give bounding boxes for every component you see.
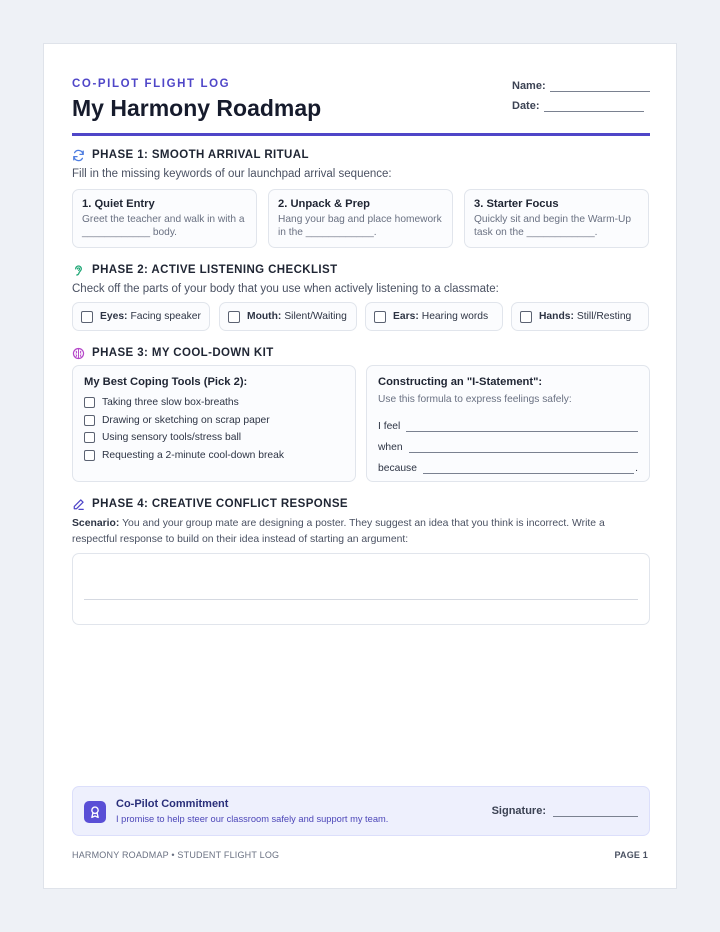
scenario-text [72,516,632,548]
i-statement-subtitle: Use this formula to express feelings safely: [378,394,572,405]
check-text: Hearing words [421,311,489,322]
step-card-2 [268,189,453,248]
checkbox[interactable] [84,450,95,461]
formula-line[interactable] [409,444,638,453]
award-icon [84,801,106,823]
formula-label: I feel [378,421,401,432]
tool-label: Using sensory tools/stress ball [102,432,242,444]
page-number: PAGE 1 [614,850,648,860]
coping-tool-item[interactable] [84,429,344,447]
date-label: Date: [512,100,540,112]
check-label: Hands: [539,311,574,322]
checklist-item-eyes[interactable] [72,302,210,331]
formula-row-because[interactable] [378,453,638,474]
checkbox[interactable] [520,311,532,323]
check-label: Mouth: [247,311,282,322]
coping-tools-card [72,365,356,482]
refresh-icon [72,149,85,162]
step-description[interactable]: Greet the teacher and walk in with a ____________ body. [82,214,245,238]
check-text: Still/Resting [576,311,632,322]
coping-tools-title: My Best Coping Tools (Pick 2): [84,376,248,388]
checkbox[interactable] [81,311,93,323]
phase2-instructions: Check off the parts of your body that you use when actively listening to a classmate: [72,283,499,295]
scenario-body: You and your group mate are designing a poster. They suggest an idea that you think is incorrect. Write a respectful response to build on their idea instead of starting an argument: [72,518,605,545]
check-label: Ears: [393,311,419,322]
phase1-title: PHASE 1: SMOOTH ARRIVAL RITUAL [92,149,309,161]
checkbox[interactable] [84,415,95,426]
header-rule [72,133,650,136]
checkbox[interactable] [228,311,240,323]
step-description[interactable]: Hang your bag and place homework in the ____________. [278,214,442,238]
phase1-instructions: Fill in the missing keywords of our launchpad arrival sequence: [72,168,392,180]
checkbox[interactable] [374,311,386,323]
phase2-title: PHASE 2: ACTIVE LISTENING CHECKLIST [92,264,338,276]
formula-label: because [378,463,417,474]
ear-icon [72,264,85,277]
tool-label: Taking three slow box-breaths [102,397,239,409]
phase1-heading [72,147,309,163]
commitment-text: I promise to help steer our classroom safely and support my team. [116,814,389,824]
i-statement-card [366,365,650,482]
date-line[interactable] [544,101,644,112]
name-date-fields [512,72,650,112]
formula-label: when [378,442,403,453]
tool-label: Drawing or sketching on scrap paper [102,414,270,426]
check-label: Eyes: [100,311,128,322]
phase4-title: PHASE 4: CREATIVE CONFLICT RESPONSE [92,498,348,510]
page-title: My Harmony Roadmap [72,95,322,121]
formula-row-when[interactable] [378,432,638,453]
footer-left: HARMONY ROADMAP • STUDENT FLIGHT LOG [72,850,280,860]
signature-line[interactable] [553,806,638,817]
checkbox[interactable] [84,432,95,443]
coping-tool-item[interactable] [84,447,344,465]
check-text: Facing speaker [130,311,201,322]
signature-field[interactable] [492,805,638,817]
step-card-3 [464,189,649,248]
phase3-title: PHASE 3: MY COOL-DOWN KIT [92,347,274,359]
commitment-title: Co-Pilot Commitment [116,798,229,810]
signature-label: Signature: [491,805,546,817]
formula-row-feel[interactable] [378,411,638,432]
step-title: 3. Starter Focus [474,198,559,210]
name-line[interactable] [550,81,650,92]
tool-label: Requesting a 2-minute cool-down break [102,449,285,461]
header [72,72,650,138]
date-field[interactable] [512,92,650,112]
i-statement-title: Constructing an "I-Statement": [378,376,543,388]
name-field[interactable] [512,72,650,92]
checklist-item-ears[interactable] [365,302,503,331]
phase4-heading [72,496,348,512]
formula-line[interactable] [423,465,634,474]
response-line[interactable] [84,599,638,600]
checkbox[interactable] [84,397,95,408]
pen-icon [72,498,85,511]
brain-icon [72,347,85,360]
checklist-item-mouth[interactable] [219,302,357,331]
step-title: 1. Quiet Entry [82,198,155,210]
scenario-label: Scenario: [72,518,120,529]
checklist-item-hands[interactable] [511,302,649,331]
step-card-1 [72,189,257,248]
coping-tool-item[interactable] [84,394,344,412]
formula-end: . [635,463,638,474]
overline: CO-PILOT FLIGHT LOG [72,78,231,90]
step-description[interactable]: Quickly sit and begin the Warm-Up task on the ____________. [474,214,632,238]
commitment-banner [72,786,650,836]
worksheet-page [43,43,677,889]
name-label: Name: [512,80,546,92]
formula-line[interactable] [406,423,638,432]
coping-tool-item[interactable] [84,412,344,430]
step-title: 2. Unpack & Prep [278,198,371,210]
response-box[interactable] [72,553,650,625]
phase2-heading [72,262,338,278]
check-text: Silent/Waiting [284,311,347,322]
phase3-heading [72,345,274,361]
